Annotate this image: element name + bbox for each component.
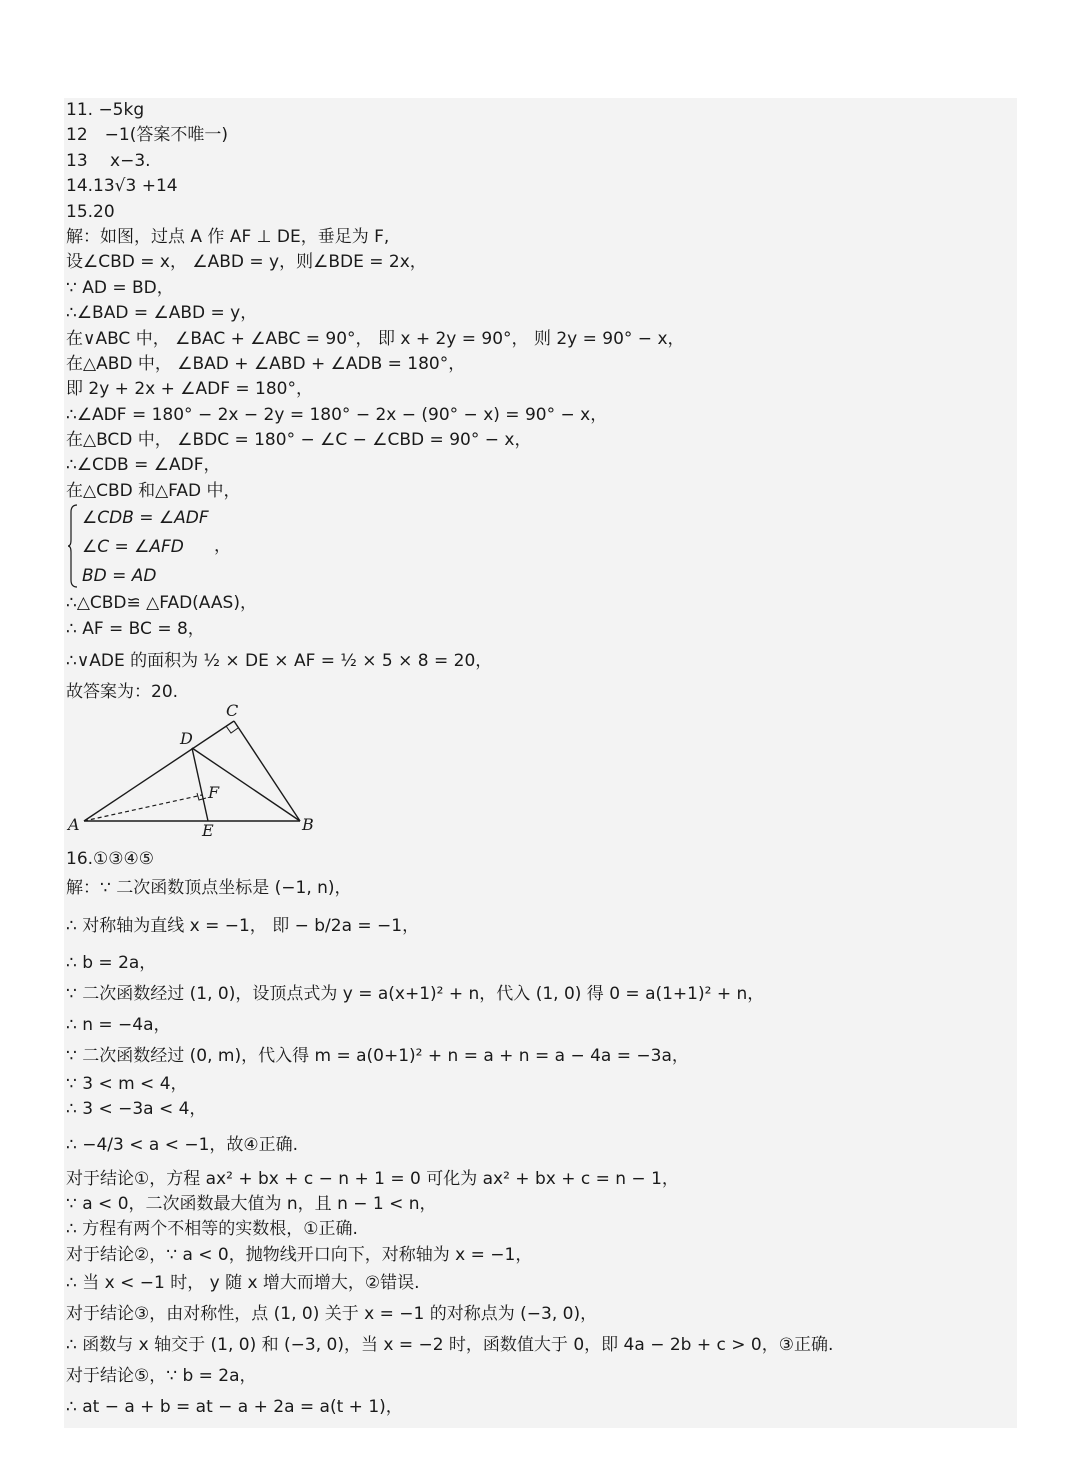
- solution-line: 解：如图，过点 A 作 AF ⊥ DE，垂足为 F,: [66, 226, 390, 247]
- solution-line: ∵ 3 < m < 4，: [66, 1073, 188, 1094]
- solution-line: ∴ b = 2a，: [66, 952, 157, 973]
- answer-line-16: 16.①③④⑤: [66, 849, 154, 870]
- solution-line: ∴∠ADF = 180° − 2x − 2y = 180° − 2x − (90° − x) = 90° − x，: [66, 404, 608, 425]
- solution-line: ∴ −4/3 < a < −1，故④正确.: [66, 1134, 299, 1155]
- figure-label-e: E: [202, 821, 214, 841]
- solution-line: 即 2y + 2x + ∠ADF = 180°，: [66, 379, 313, 400]
- figure-label-b: B: [302, 815, 314, 835]
- solution-line: 对于结论⑤，∵ b = 2a，: [66, 1366, 257, 1387]
- solution-line: 在△BCD 中， ∠BDC = 180° − ∠C − ∠CBD = 90° − x，: [66, 430, 532, 451]
- solution-line: ∵ 二次函数经过 (1, 0)，设顶点式为 y = a(x+1)² + n，代入 (1, 0) 得 0 = a(1+1)² + n，: [66, 983, 765, 1004]
- solution-line: ∴∠BAD = ∠ABD = y，: [66, 303, 258, 324]
- condition-row: ∠C = ∠AFD: [82, 537, 184, 558]
- figure-label-c: C: [226, 701, 239, 721]
- triangle-figure: [66, 701, 326, 847]
- solution-line: 解：∵ 二次函数顶点坐标是 (−1, n)，: [66, 877, 352, 898]
- answer-line-15: 15.20: [66, 201, 115, 222]
- figure-label-a: A: [68, 815, 80, 835]
- solution-line: ∵ AD = BD，: [66, 277, 174, 298]
- solution-line: 故答案为：20.: [66, 682, 179, 703]
- solution-line: ∴ at − a + b = at − a + 2a = a(t + 1)，: [66, 1397, 403, 1418]
- solution-line: ∴∨ADE 的面积为 ½ × DE × AF = ½ × 5 × 8 = 20，: [66, 651, 493, 672]
- solution-line: 在△ABD 中， ∠BAD + ∠ABD + ∠ADB = 180°，: [66, 353, 466, 374]
- solution-line: ∵ a < 0，二次函数最大值为 n，且 n − 1 < n，: [66, 1193, 437, 1214]
- solution-line: ∴ 方程有两个不相等的实数根，①正确.: [66, 1219, 358, 1240]
- solution-line: ∵ 二次函数经过 (0, m)，代入得 m = a(0+1)² + n = a + n = a − 4a = −3a，: [66, 1045, 689, 1066]
- solution-line: 对于结论②，∵ a < 0，抛物线开口向下，对称轴为 x = −1，: [66, 1244, 533, 1265]
- answer-line-12: 12 −1(答案不唯一): [66, 125, 228, 146]
- solution-line: ∴ n = −4a，: [66, 1014, 171, 1035]
- figure-label-f: F: [208, 783, 220, 803]
- solution-line: 在△CBD 和△FAD 中，: [66, 480, 241, 501]
- solution-line: ∴ 对称轴为直线 x = −1， 即 − b/2a = −1，: [66, 915, 420, 936]
- solution-line: 对于结论①，方程 ax² + bx + c − n + 1 = 0 可化为 ax² + bx + c = n − 1，: [66, 1168, 679, 1189]
- solution-line: ∴△CBD≌ △FAD(AAS)，: [66, 593, 257, 614]
- condition-row: BD = AD: [82, 566, 157, 587]
- solution-line: ∴ 函数与 x 轴交于 (1, 0) 和 (−3, 0)，当 x = −2 时，函数值大于 0，即 4a − 2b + c > 0，③正确.: [66, 1335, 834, 1356]
- answer-content: [66, 98, 1007, 1423]
- solution-line: ∴ 当 x < −1 时， y 随 x 增大而增大，②错误.: [66, 1273, 420, 1294]
- solution-line: 对于结论③，由对称性，点 (1, 0) 关于 x = −1 的对称点为 (−3, 0)，: [66, 1304, 598, 1325]
- solution-line: 在∨ABC 中， ∠BAC + ∠ABC = 90°， 即 x + 2y = 90°， 则 2y = 90° − x，: [66, 328, 685, 349]
- solution-line: ∴ AF = BC = 8，: [66, 618, 205, 639]
- brace-icon: [68, 504, 78, 588]
- answer-line-13: 13 x−3.: [66, 150, 151, 171]
- figure-label-d: D: [180, 729, 193, 749]
- solution-line: 设∠CBD = x， ∠ABD = y，则∠BDE = 2x，: [66, 252, 427, 273]
- answer-line-11: 11. −5kg: [66, 100, 145, 120]
- condition-row: ∠CDB = ∠ADF: [82, 508, 209, 529]
- answer-line-14: 14.13√3 +14: [66, 176, 178, 197]
- solution-line: ∴∠CDB = ∠ADF，: [66, 455, 221, 476]
- solution-line: ∴ 3 < −3a < 4，: [66, 1099, 207, 1120]
- condition-comma: ，: [214, 536, 231, 557]
- triangle-diagram: [66, 707, 326, 847]
- congruence-conditions: [68, 504, 1007, 591]
- answer-sheet: [64, 98, 1017, 1428]
